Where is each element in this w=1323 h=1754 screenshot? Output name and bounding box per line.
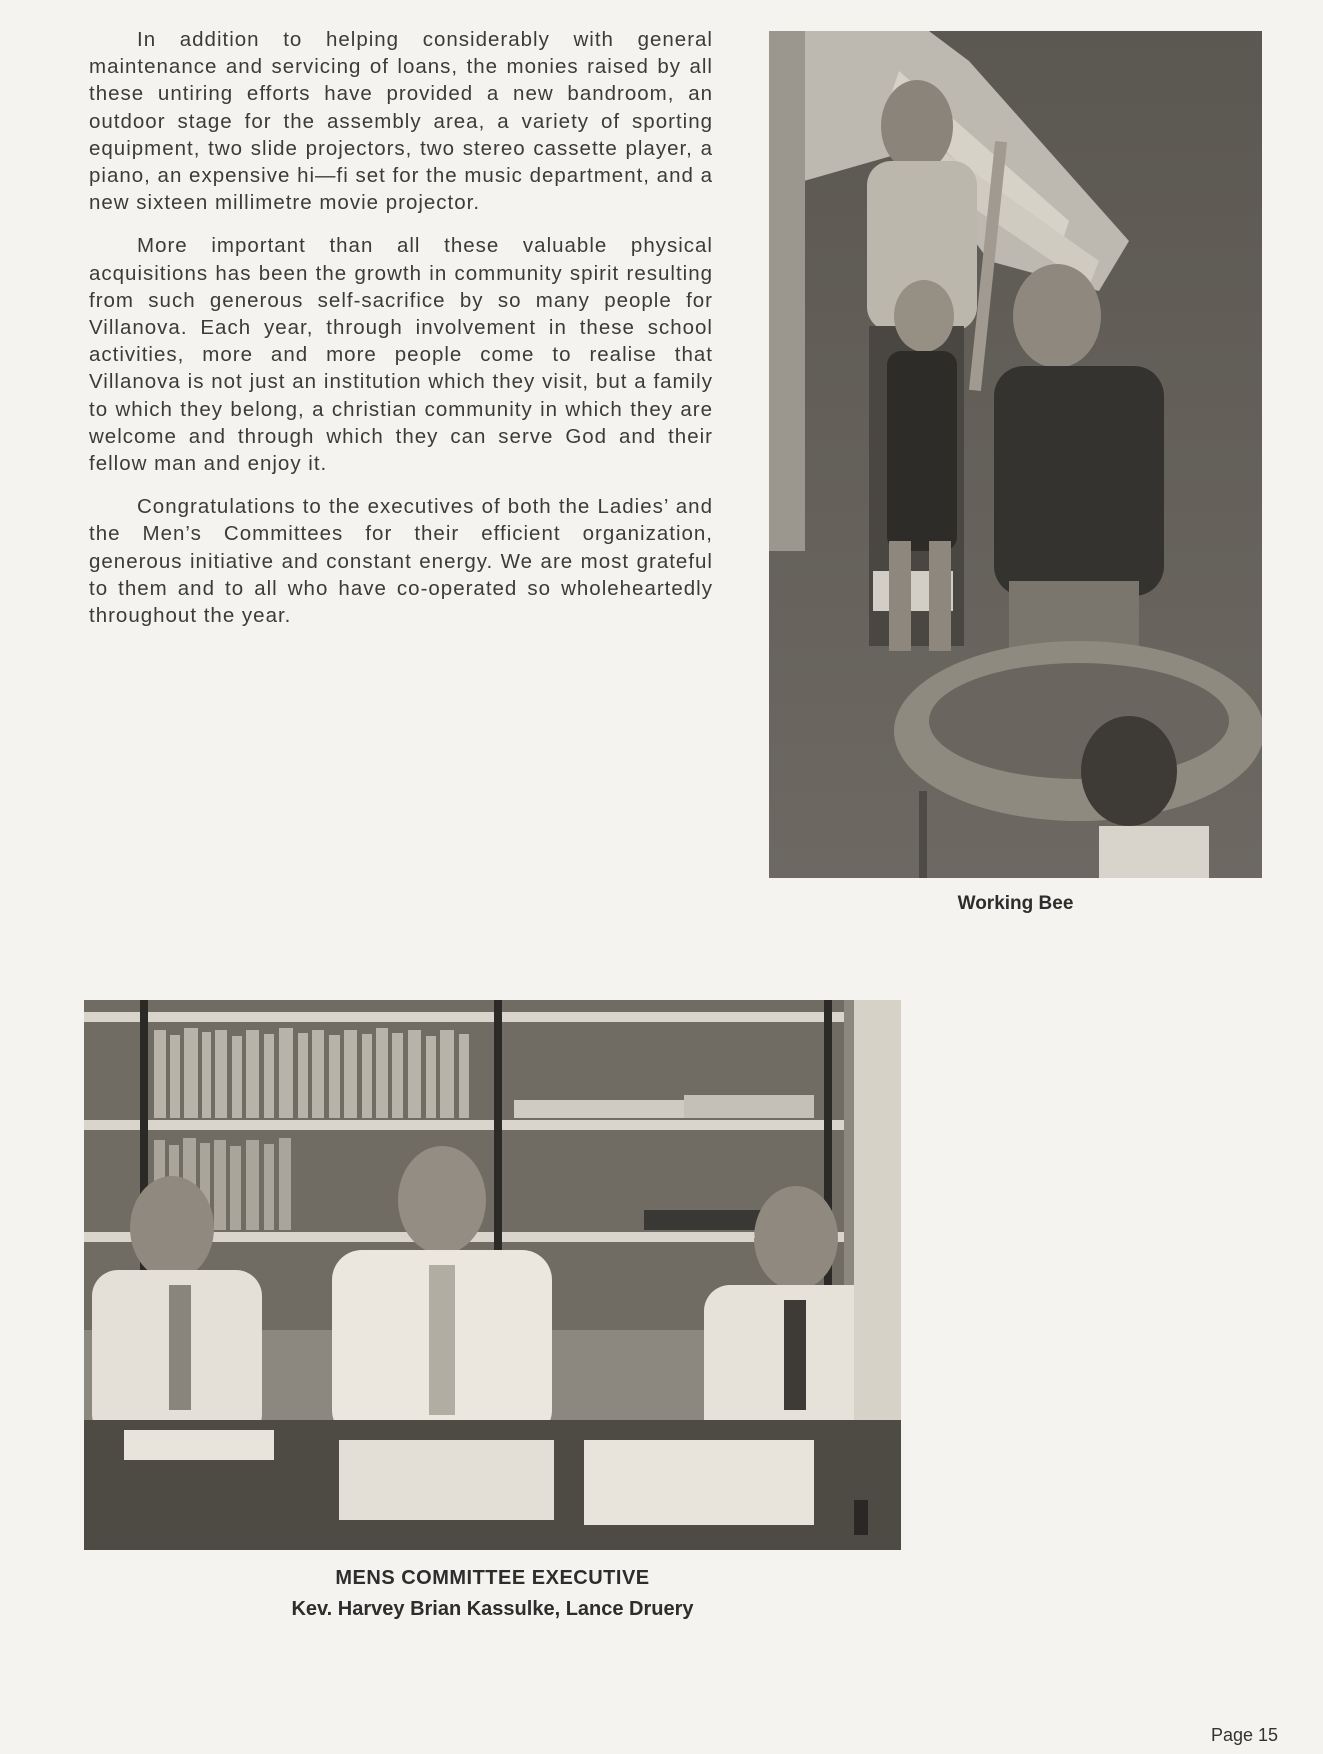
paragraph-3: Congratulations to the executives of both the Ladies’ and the Men’s Committees for their efficient organization, generous initiative and constant energy. We are most grateful to them and to all who have co-operated so wholeheartedly throughout the year. <box>89 495 713 628</box>
mens-committee-caption-names: Kev. Harvey Brian Kassulke, Lance Druery <box>291 1598 694 1620</box>
page-number: Page 15 <box>1210 1725 1278 1745</box>
mens-committee-photo <box>84 1000 901 1550</box>
paragraph-1: In addition to helping considerably with general maintenance and servicing of loans, the monies raised by all these untiring efforts have provided a new bandroom, an outdoor stage for the assembly area, a variety of sporting equipment, two slide projectors, two stereo cassette player, a piano, an expensive hi—fi set for the music department, and a new sixteen millimetre movie projector. <box>89 28 713 215</box>
mens-committee-caption-title: MENS COMMITTEE EXECUTIVE <box>335 1567 650 1589</box>
paragraph-2: More important than all these valuable physical acquisitions has been the growth in community spirit resulting from such generous self-sacrifice by so many people for Villanova. Each year, through involvement in these school activities, more and more people come to realise that Villanova is not just an institution which they visit, but a family to which they belong, a christian community in which they are welcome and through which they can serve God and their fellow man and enjoy it. <box>89 234 713 476</box>
accounting-book-label: ACCOUNTING <box>704 1233 757 1240</box>
working-bee-caption: Working Bee <box>957 893 1074 914</box>
article-text <box>89 26 713 645</box>
working-bee-photo <box>769 31 1262 878</box>
